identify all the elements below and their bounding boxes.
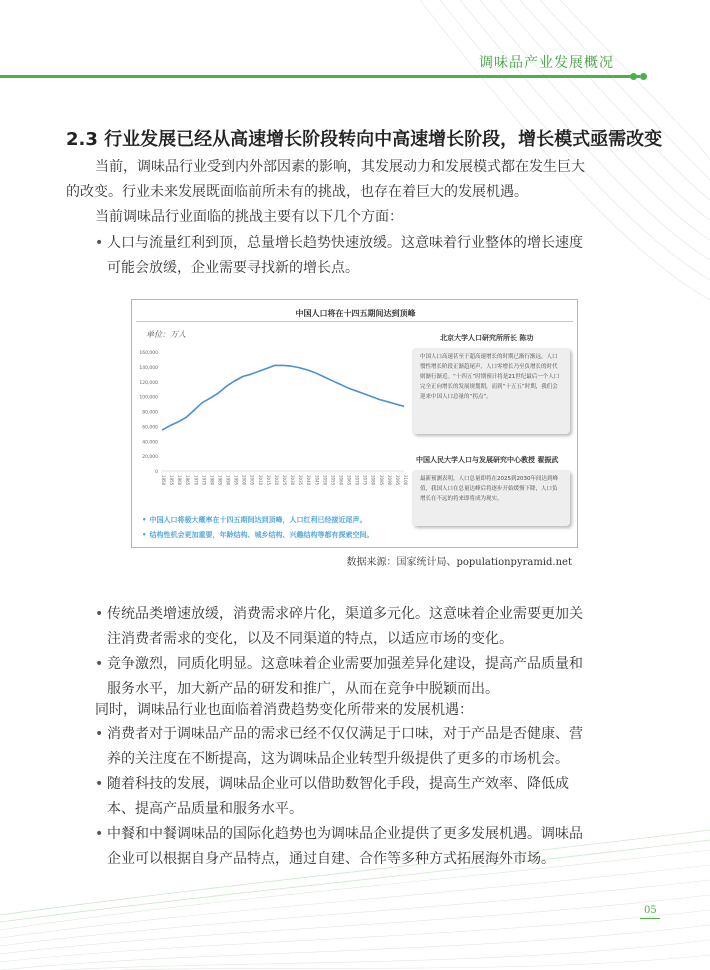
list-item-line: 注消费者需求的变化，以及不同渠道的特点，以适应市场的变化。 <box>107 631 513 647</box>
y-tick-label: 80,000 <box>142 410 158 416</box>
intro-paragraph-line: 的改变。行业未来发展既面临前所未有的挑战，也存在着巨大的发展机遇。 <box>66 184 528 200</box>
x-tick-label: 1980 <box>209 475 215 486</box>
x-tick-label: 2095 <box>394 475 400 486</box>
challenge-list-more <box>95 602 655 702</box>
expert2-quote: 最新预测表明，人口总量即将在2025到2030年间达到峰值，我国人口在总量达峰后将逐步开始缓慢下降，人口负增长在不远的将来即将成为现实。 <box>412 470 570 526</box>
chart-callout: • 结构性机会更加重要，年龄结构、城乡结构、兴趣结构等都有探索空间。 <box>142 531 374 539</box>
list-item-line: 本、提高产品质量和服务水平。 <box>107 801 303 817</box>
list-item-line: • 传统品类增速放缓，消费需求碎片化，渠道多元化。这意味着企业需要更加关 <box>107 606 583 622</box>
figure-source: 数据来源：国家统计局、populationpyramid.net <box>346 557 572 568</box>
x-tick-label: 2045 <box>314 475 320 486</box>
y-tick-label: 120,000 <box>139 380 158 386</box>
list-item-line: • 消费者对于调味品产品的需求已经不仅仅满足于口味，对于产品是否健康、营 <box>107 726 583 742</box>
expert1-title: 北京大学人口研究所所长 陈功 <box>440 334 534 342</box>
challenges-intro: 当前调味品行业面临的挑战主要有以下几个方面： <box>95 209 403 225</box>
chart-callout-text: 中国人口将极大概率在十四五期间达到顶峰，人口红利已经接近尾声。 <box>149 516 367 524</box>
list-item <box>95 722 655 772</box>
x-tick-label: 1975 <box>201 475 207 486</box>
list-item-line: • 竞争激烈，同质化明显。这意味着企业需要加强差异化建设，提高产品质量和 <box>107 656 583 672</box>
list-item-line: • 人口与流量红利到顶，总量增长趋势快速放缓。这意味着行业整体的增长速度 <box>107 235 583 251</box>
challenge-list-top <box>95 231 655 281</box>
x-tick-label: 2005 <box>249 475 255 486</box>
list-item-line: • 中餐和中餐调味品的国际化趋势也为调味品企业提供了更多发展机遇。调味品 <box>107 826 583 842</box>
y-tick-label: 60,000 <box>142 425 158 431</box>
x-tick-label: 1955 <box>169 475 175 486</box>
intro-paragraph-line: 当前，调味品行业受到内外部因素的影响，其发展动力和发展模式都在发生巨大 <box>95 159 585 175</box>
population-chart-figure <box>131 299 578 548</box>
section-title: 2.3 行业发展已经从高速增长阶段转向中高速增长阶段，增长模式亟需改变 <box>66 129 663 150</box>
x-tick-label: 2090 <box>386 475 392 486</box>
x-tick-label: 1995 <box>233 475 239 486</box>
chart-callout: • 中国人口将极大概率在十四五期间达到顶峰，人口红利已经接近尾声。 <box>142 516 367 524</box>
list-item-line: 服务水平，加大新产品的研发和推广，从而在竞争中脱颖而出。 <box>107 681 499 697</box>
x-tick-label: 2055 <box>330 475 336 486</box>
list-item <box>95 602 655 652</box>
x-tick-label: 2080 <box>370 475 376 486</box>
x-tick-label: 2040 <box>306 475 312 486</box>
x-tick-label: 2050 <box>322 475 328 486</box>
list-item-line: 企业可以根据自身产品特点，通过自建、合作等多种方式拓展海外市场。 <box>107 851 555 867</box>
x-tick-label: 1970 <box>193 475 199 486</box>
chart-callout-text: 结构性机会更加重要，年龄结构、城乡结构、兴趣结构等都有探索空间。 <box>149 531 374 539</box>
x-tick-label: 2060 <box>338 475 344 486</box>
x-tick-label: 1965 <box>185 475 191 486</box>
x-tick-label: 2000 <box>241 475 247 486</box>
list-item-line: 可能会放缓，企业需要寻找新的增长点。 <box>107 260 359 276</box>
x-tick-label: 2070 <box>354 475 360 486</box>
opportunity-list <box>95 722 655 872</box>
y-tick-label: 40,000 <box>142 440 158 446</box>
x-tick-label: 2025 <box>282 475 287 486</box>
opportunity-intro: 同时，调味品行业也面临着消费趋势变化所带来的发展机遇： <box>95 702 473 718</box>
x-tick-label: 1950 <box>161 475 166 486</box>
population-series-line <box>162 365 404 430</box>
x-tick-label: 2085 <box>378 475 384 486</box>
header-divider <box>0 75 640 78</box>
header-dot <box>640 73 647 80</box>
expert1-quote: 中国人口高速甚至于超高速增长的时期已渐行渐远，人口惯性增长阶段正渐趋尾声，人口零增长乃至负增长的时代则渐行渐近。“十四五”时期预计将是21世纪最后一个人口完全正向增长的发展规划期，而到“十五五”时期，我们会迎来中国人口总量的“拐点”。 <box>412 348 570 434</box>
y-tick-label: 160,000 <box>139 351 158 356</box>
y-tick-label: 140,000 <box>139 365 158 371</box>
x-tick-label: 2075 <box>362 475 368 486</box>
page-number: 05 <box>644 905 657 916</box>
header-title: 调味品产业发展概况 <box>479 55 614 71</box>
x-tick-label: 2100 <box>403 475 408 486</box>
expert2-title: 中国人民大学人口与发展研究中心教授 翟振武 <box>416 456 559 464</box>
x-tick-label: 2065 <box>346 475 352 486</box>
header-dot <box>630 73 637 80</box>
y-tick-label: 100,000 <box>139 395 158 401</box>
x-tick-label: 2010 <box>257 475 263 486</box>
list-item <box>95 231 655 281</box>
list-item-line: • 随着科技的发展，调味品企业可以借助数智化手段，提高生产效率、降低成 <box>107 776 569 792</box>
list-item-line: 养的关注度在不断提高，这为调味品企业转型升级提供了更多的市场机会。 <box>107 751 569 767</box>
x-tick-label: 1990 <box>225 475 231 486</box>
page-number-rule <box>640 918 660 919</box>
list-item <box>95 822 655 872</box>
list-item <box>95 772 655 822</box>
chart-title: 中国人口将在十四五期间达到顶峰 <box>295 309 416 318</box>
x-tick-label: 2030 <box>290 475 296 486</box>
x-tick-label: 1960 <box>177 475 183 486</box>
chart-unit-label: 单位：万人 <box>146 330 186 339</box>
x-tick-label: 2035 <box>298 475 304 486</box>
y-tick-label: 20,000 <box>142 455 158 461</box>
x-tick-label: 1985 <box>217 475 223 486</box>
x-tick-label: 2020 <box>273 475 279 486</box>
list-item <box>95 652 655 702</box>
y-tick-label: 0 <box>155 470 158 475</box>
x-tick-label: 2015 <box>265 475 271 486</box>
